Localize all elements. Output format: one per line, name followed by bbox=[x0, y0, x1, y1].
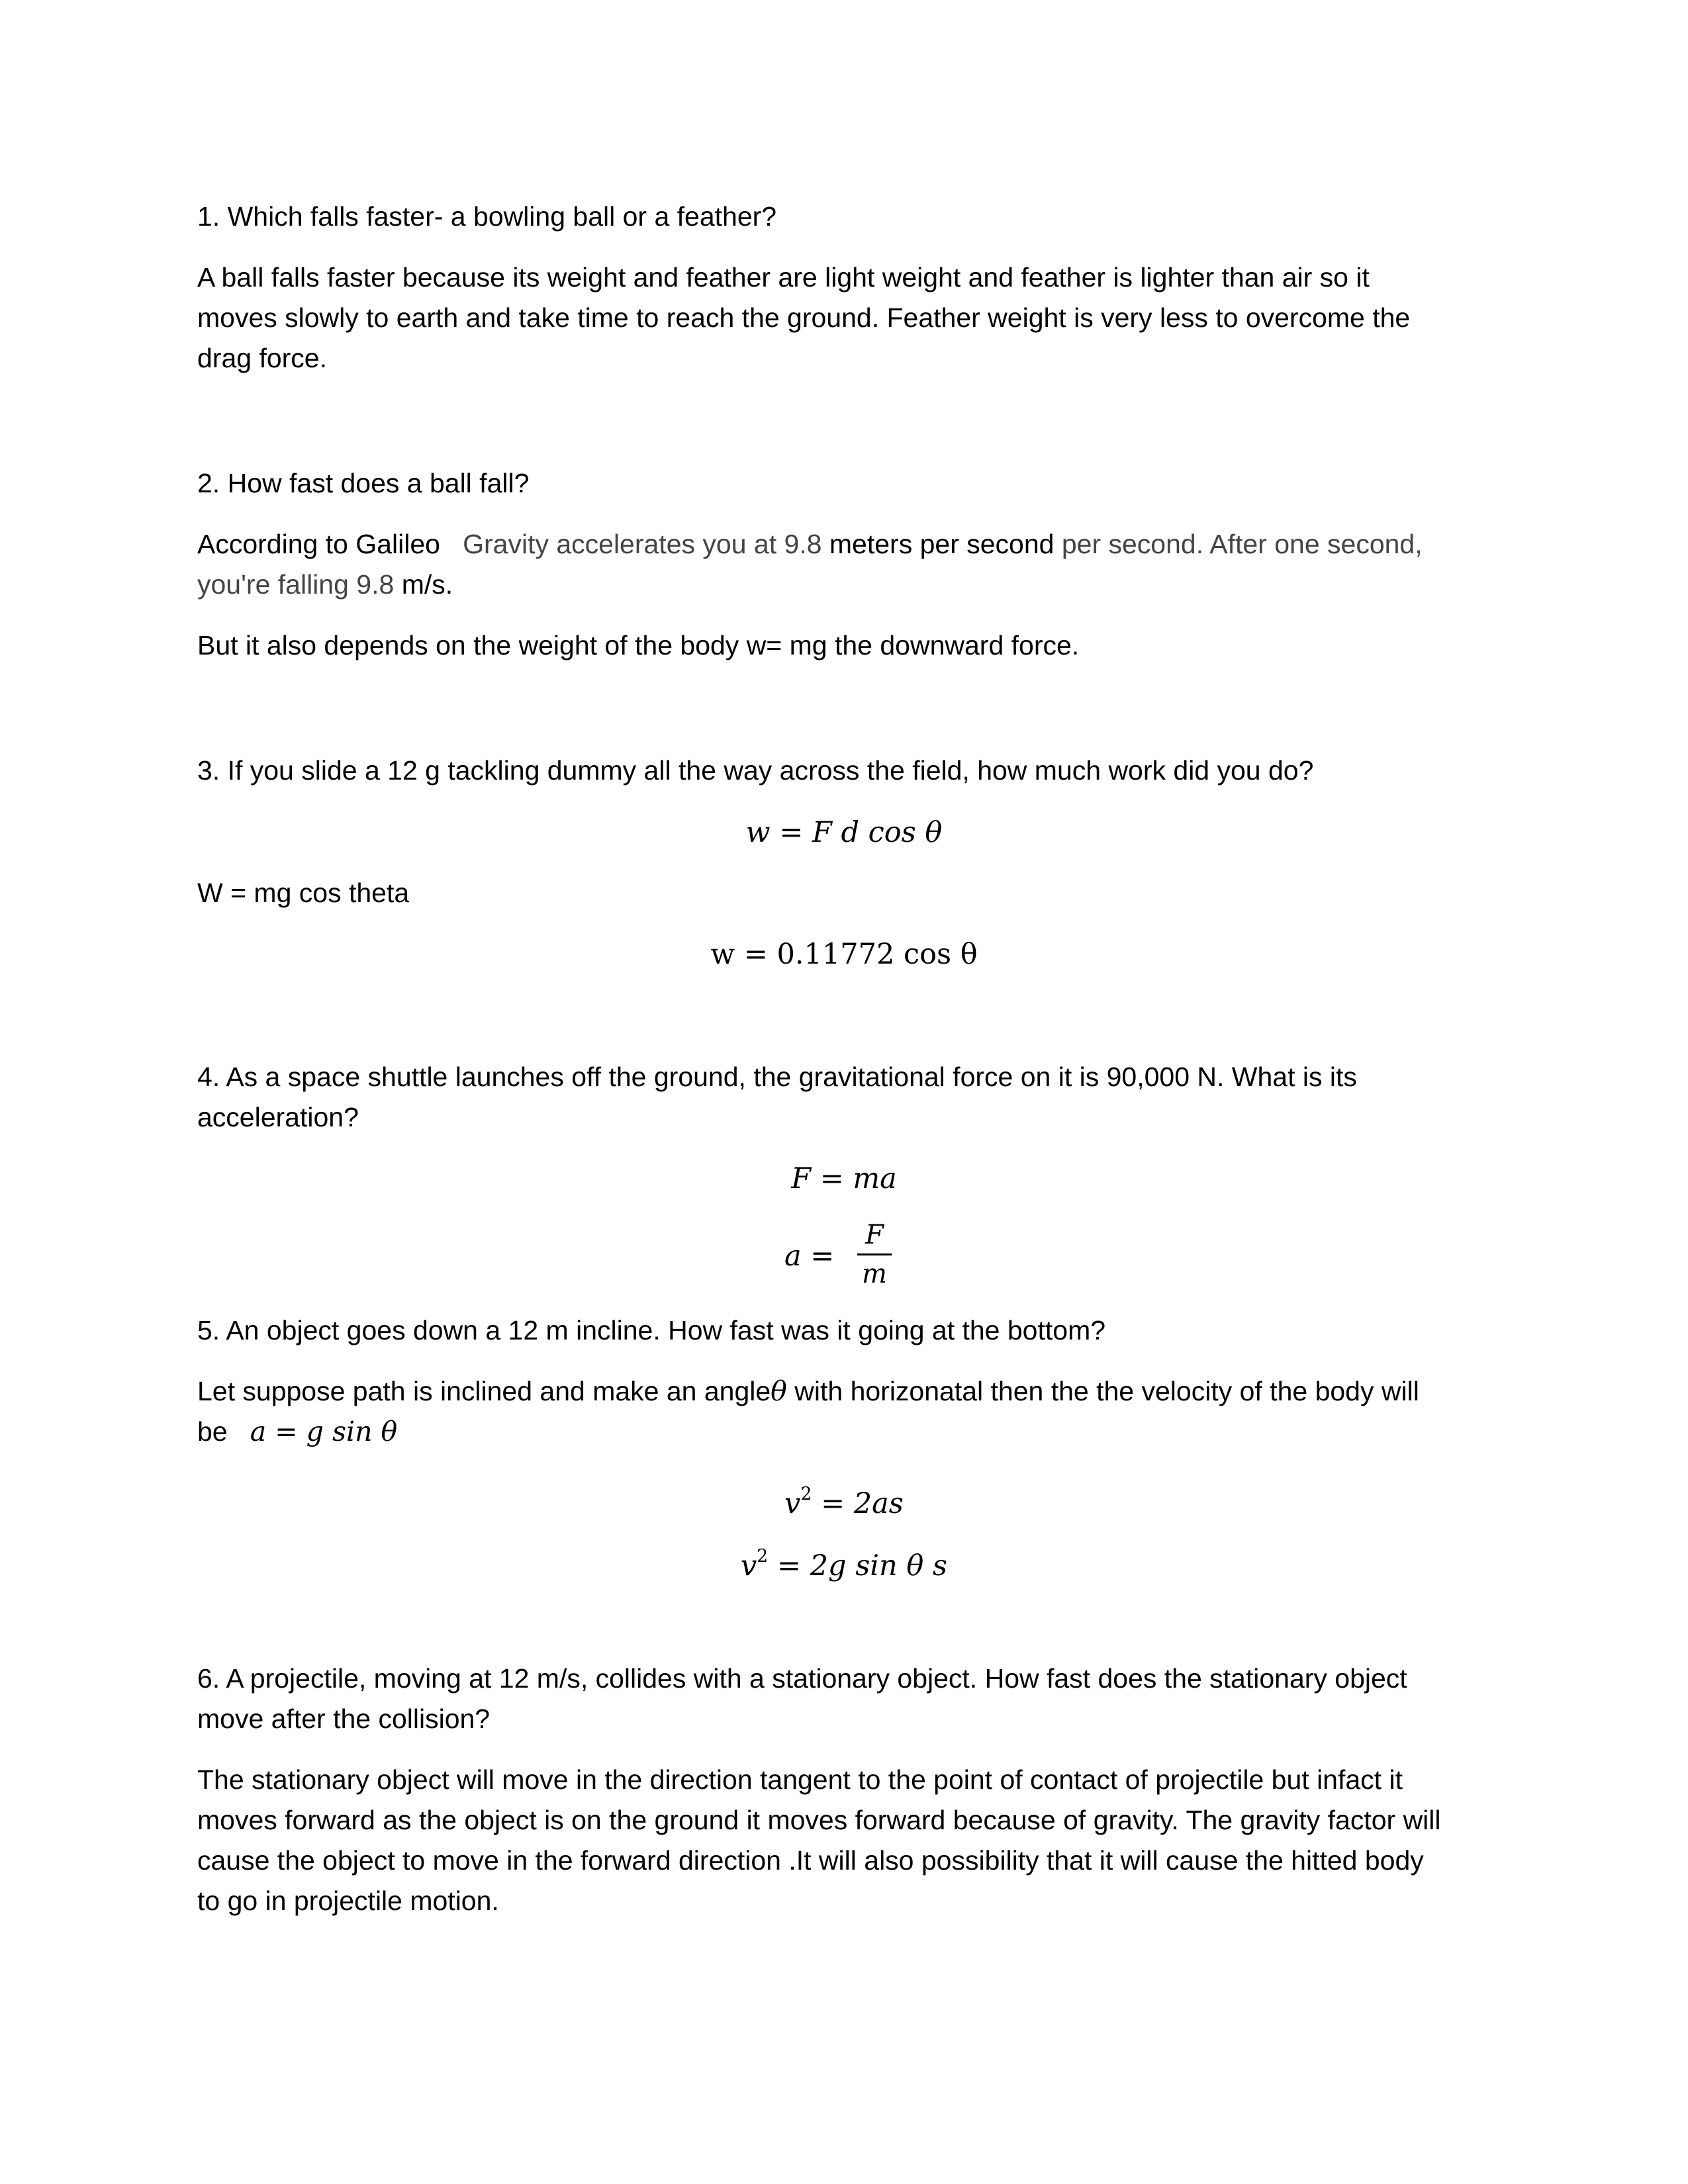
q5-answer-line1-text: Let suppose path is inclined and make an angle bbox=[197, 1376, 771, 1406]
q1-answer-line-2: moves slowly to earth and take time to reach the ground. Feather weight is very less to overcome the bbox=[197, 302, 1411, 333]
q2-answer-unit: meters per second bbox=[829, 529, 1055, 559]
q3-formula-2: w = 0.11772 cos θ bbox=[710, 938, 978, 971]
q6-answer-line-3: cause the object to move in the forward direction .It will also possibility that it will cause the hitted body bbox=[197, 1845, 1424, 1876]
q4-fraction bbox=[857, 1216, 892, 1293]
q3-work-text: W = mg cos theta bbox=[197, 878, 410, 908]
q5-question: 5. An object goes down a 12 m incline. How fast was it going at the bottom? bbox=[197, 1315, 1106, 1345]
q2-answer-line-2 bbox=[197, 565, 1495, 605]
q6-answer-line-1: The stationary object will move in the direction tangent to the point of contact of projectile but infact it bbox=[197, 1764, 1403, 1795]
q2-answer-extra: But it also depends on the weight of the body w= mg the downward force. bbox=[197, 630, 1080, 660]
q4-question-line-1: 4. As a space shuttle launches off the ground, the gravitational force on it is 90,000 N. What is its bbox=[197, 1062, 1357, 1092]
q2-answer-light-2: per second. After one second, bbox=[1061, 529, 1423, 559]
q2-answer-prefix: According to Galileo bbox=[197, 529, 440, 559]
q1-question: 1. Which falls faster- a bowling ball or a feather? bbox=[197, 201, 777, 232]
q5-answer-line1-end: with horizonatal then the the velocity of the body will bbox=[794, 1376, 1419, 1406]
q6-question-line-2: move after the collision? bbox=[197, 1704, 491, 1734]
q2-answer-line2-unit: m/s. bbox=[401, 569, 453, 600]
q6-question-line-1: 6. A projectile, moving at 12 m/s, collides with a stationary object. How fast does the stationary object bbox=[197, 1663, 1407, 1694]
q6-answer-line-4: to go in projectile motion. bbox=[197, 1886, 499, 1916]
q2-answer-light-1: Gravity accelerates you at 9.8 bbox=[463, 529, 822, 559]
q3-question: 3. If you slide a 12 g tackling dummy all the way across the field, how much work did you do? bbox=[197, 755, 1314, 786]
q2-answer-line-1 bbox=[197, 524, 1495, 565]
q5-answer-line-2 bbox=[197, 1412, 1495, 1452]
q5-formula-2: $v^2 = 2g$ sin θ s bbox=[741, 1546, 947, 1582]
q4-frac-numerator: F bbox=[857, 1216, 892, 1255]
q6-answer-line-2: moves forward as the object is on the ground it moves forward because of gravity. The gravity factor will bbox=[197, 1805, 1441, 1835]
q1-answer-line-1: A ball falls faster because its weight and feather are light weight and feather is lighter than air so it bbox=[197, 262, 1370, 293]
q4-question-line-2: acceleration? bbox=[197, 1102, 359, 1132]
q4-frac-denominator: m bbox=[862, 1259, 887, 1289]
q4-frac-lhs: a = bbox=[784, 1240, 835, 1273]
q2-answer-line2-light: you're falling 9.8 bbox=[197, 569, 395, 600]
q4-formula-2 bbox=[784, 1216, 917, 1302]
q5-answer-line2-prefix: be bbox=[197, 1416, 228, 1447]
q4-formula-1: F = ma bbox=[791, 1162, 897, 1195]
q5-answer-line2-formula: a = g sin θ bbox=[250, 1416, 398, 1447]
q5-answer-line-1 bbox=[197, 1371, 1495, 1412]
q3-formula-1: w = F d cos θ bbox=[745, 816, 943, 849]
q2-question: 2. How fast does a ball fall? bbox=[197, 468, 530, 498]
q5-formula-1: $v^2 = 2as$ bbox=[784, 1484, 904, 1520]
q5-answer-theta: θ bbox=[771, 1375, 787, 1407]
q1-answer-line-3: drag force. bbox=[197, 343, 327, 373]
